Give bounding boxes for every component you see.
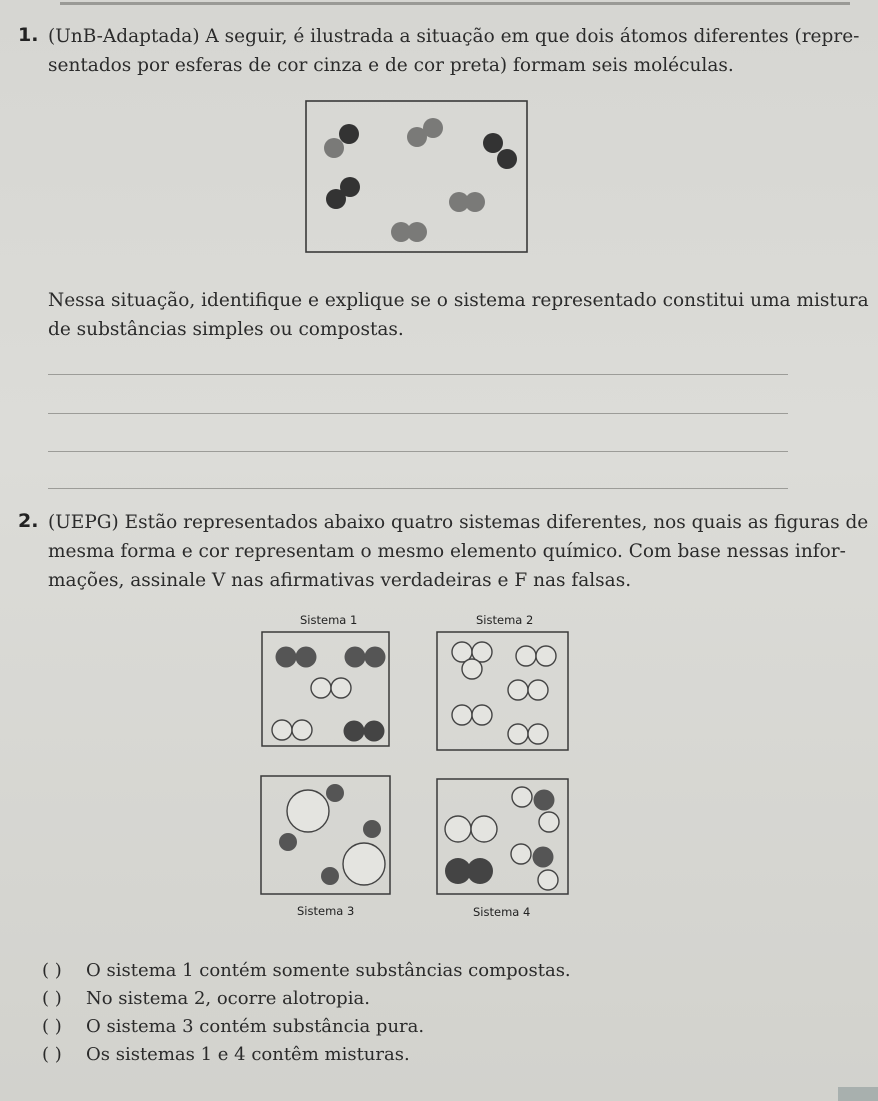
molecule-gray-gray [407,118,443,147]
molecule-white-gray [511,844,554,868]
atom-gray [363,820,381,838]
molecule-gray-gray [345,647,386,668]
molecule-white-white [452,705,492,725]
molecule-gray-black [324,124,359,158]
molecule-white-white [508,724,548,744]
molecule-white-triatomic [452,642,492,679]
sistema-3-caption: Sistema 3 [297,904,355,918]
option-1-answer-box[interactable]: ( ) [42,960,62,981]
molecule-white-gray [512,787,555,811]
option-3-text: O sistema 3 contém substância pura. [86,1016,425,1037]
option-4-text: Os sistemas 1 e 4 contêm misturas. [86,1044,410,1065]
option-2 [42,986,370,1012]
molecule-large-white-gray [321,843,385,885]
option-1 [42,958,571,984]
question-1-prompt-line-1: Nessa situação, identifique e explique se o sistema representado constitui uma mistura [48,290,869,311]
molecule-white-white [311,678,351,698]
molecule-white-white [445,816,497,842]
question-1-prompt-line-2: de substâncias simples ou compostas. [48,319,404,340]
question-1-text-line-2: sentados por esferas de cor cinza e de cor preta) formam seis moléculas. [48,55,734,76]
atom-gray [279,833,297,851]
option-3 [42,1014,424,1040]
molecule-gray-gray [449,192,485,212]
question-2-number: 2. [18,510,39,532]
sistema-3-box [261,776,390,894]
option-3-answer-box[interactable]: ( ) [42,1016,62,1037]
atom-white [538,870,558,890]
question-1-number: 1. [18,24,39,46]
molecule-white-white [272,720,312,740]
molecule-gray-gray [344,721,385,742]
option-4 [42,1042,410,1068]
question-2-text-line-1: (UEPG) Estão representados abaixo quatro sistemas diferentes, nos quais as figuras de [48,512,869,533]
molecule-gray-gray [276,647,317,668]
sistema-4-box [437,779,568,894]
page-corner [838,1087,878,1101]
question-2-text-line-3: mações, assinale V nas afirmativas verdadeiras e F nas falsas. [48,570,632,591]
molecules-diagram [306,101,527,252]
question-2-text-line-2: mesma forma e cor representam o mesmo elemento químico. Com base nessas infor- [48,541,846,562]
sistema-2-caption: Sistema 2 [476,613,534,627]
option-4-answer-box[interactable]: ( ) [42,1044,62,1065]
sistema-1-caption: Sistema 1 [300,613,358,627]
sistema-1-box [262,632,389,746]
molecule-gray-gray [445,858,493,884]
molecule-white-white [508,680,548,700]
molecule-gray-gray [391,222,427,242]
option-2-answer-box[interactable]: ( ) [42,988,62,1009]
atom-white [539,812,559,832]
molecule-black-black [483,133,517,169]
molecule-white-white [516,646,556,666]
molecule-large-white-gray [287,784,344,832]
sistema-2-box [437,632,568,750]
option-2-text: No sistema 2, ocorre alotropia. [86,988,370,1009]
sistema-4-caption: Sistema 4 [473,905,531,919]
question-1-text-line-1: (UnB-Adaptada) A seguir, é ilustrada a situação em que dois átomos diferentes (repre- [48,26,860,47]
option-1-text: O sistema 1 contém somente substâncias compostas. [86,960,571,981]
molecule-black-black [326,177,360,209]
